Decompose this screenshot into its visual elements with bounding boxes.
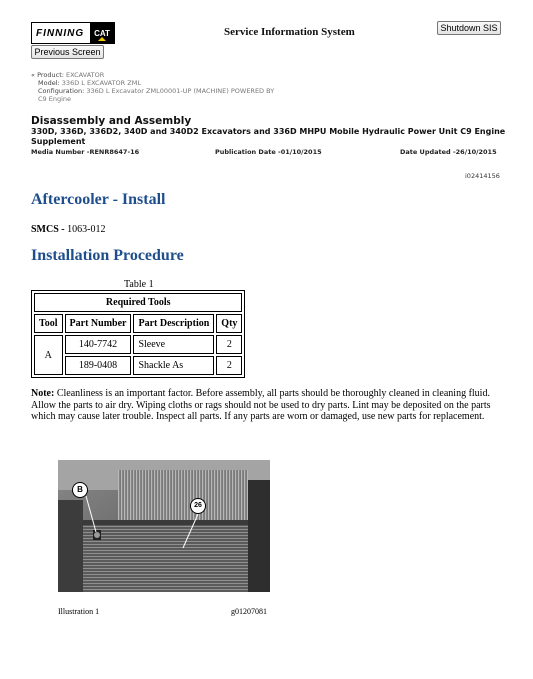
note-label: Note: (31, 388, 55, 399)
publication-date: Publication Date -01/10/2015 (215, 148, 322, 156)
table-title: Required Tools (34, 293, 242, 312)
configuration-label: Configuration: (38, 87, 85, 95)
qty-cell: 2 (216, 356, 242, 375)
callout-26-badge: 26 (190, 498, 206, 514)
document-title: Disassembly and Assembly (31, 115, 192, 127)
table-caption: Table 1 (124, 279, 154, 290)
tool-cell: A (34, 335, 63, 375)
breadcrumb-product (31, 71, 104, 79)
date-updated: Date Updated -26/10/2015 (400, 148, 497, 156)
configuration-value-cont: C9 Engine (38, 95, 72, 103)
illustration-code: g01207081 (231, 607, 267, 616)
smcs-label: SMCS - (31, 224, 65, 235)
procedure-heading: Installation Procedure (31, 247, 184, 264)
product-value[interactable]: EXCAVATOR (66, 71, 105, 79)
column-header-part-description: Part Description (133, 314, 214, 333)
table-title-row (34, 293, 242, 312)
column-header-tool: Tool (34, 314, 63, 333)
table-header-row (34, 314, 242, 333)
table-row (34, 335, 242, 354)
reference-id: i02414156 (465, 172, 500, 180)
smcs-value: 1063-012 (67, 224, 106, 235)
page-heading: Aftercooler - Install (31, 191, 166, 208)
required-tools-table (31, 290, 245, 378)
aftercooler-photo (58, 460, 270, 592)
smcs-code (31, 224, 105, 235)
cat-logo-icon: CAT (90, 23, 114, 43)
configuration-value: 336D L Excavator ZML00001-UP (MACHINE) POWERED BY (86, 87, 275, 95)
model-label: Model: (38, 79, 60, 87)
breadcrumb-configuration-cont (38, 95, 71, 103)
double-chevron-left-icon[interactable]: « (31, 71, 35, 79)
part-description-cell: Shackle As (133, 356, 214, 375)
part-description-cell: Sleeve (133, 335, 214, 354)
app-title: Service Information System (224, 26, 355, 38)
part-number-cell: 189-0408 (65, 356, 132, 375)
document-subtitle: 330D, 336D, 336D2, 340D and 340D2 Excavators and 336D MHPU Mobile Hydraulic Power Unit C9 Engine Supplement (31, 127, 506, 146)
column-header-qty: Qty (216, 314, 242, 333)
table-row (34, 356, 242, 375)
cleanliness-note (31, 388, 501, 423)
illustration-caption: Illustration 1 (58, 607, 100, 616)
note-text: Cleanliness is an important factor. Before assembly, all parts should be thoroughly cleaned in cleaning fluid. Allow the parts to air dry. Wiping cloths or rags should not be used to dry parts. Lint may be deposited on the parts which may cause later trouble. Inspect all parts. If any parts are worn or damaged, use new parts for replacement. (31, 388, 491, 422)
qty-cell: 2 (216, 335, 242, 354)
shutdown-sis-button[interactable]: Shutdown SIS (437, 21, 501, 35)
breadcrumb-model (38, 79, 141, 87)
media-number: Media Number -RENR8647-16 (31, 148, 140, 156)
previous-screen-button[interactable]: Previous Screen (31, 45, 104, 59)
part-number-cell: 140-7742 (65, 335, 132, 354)
finning-logo-text: FINNING (36, 27, 85, 39)
finning-cat-logo (31, 22, 115, 44)
callout-b-badge: B (72, 482, 88, 498)
column-header-part-number: Part Number (65, 314, 132, 333)
breadcrumb-configuration (38, 87, 274, 95)
product-label: Product: (37, 71, 64, 79)
model-value: 336D L EXCAVATOR ZML (61, 79, 141, 87)
